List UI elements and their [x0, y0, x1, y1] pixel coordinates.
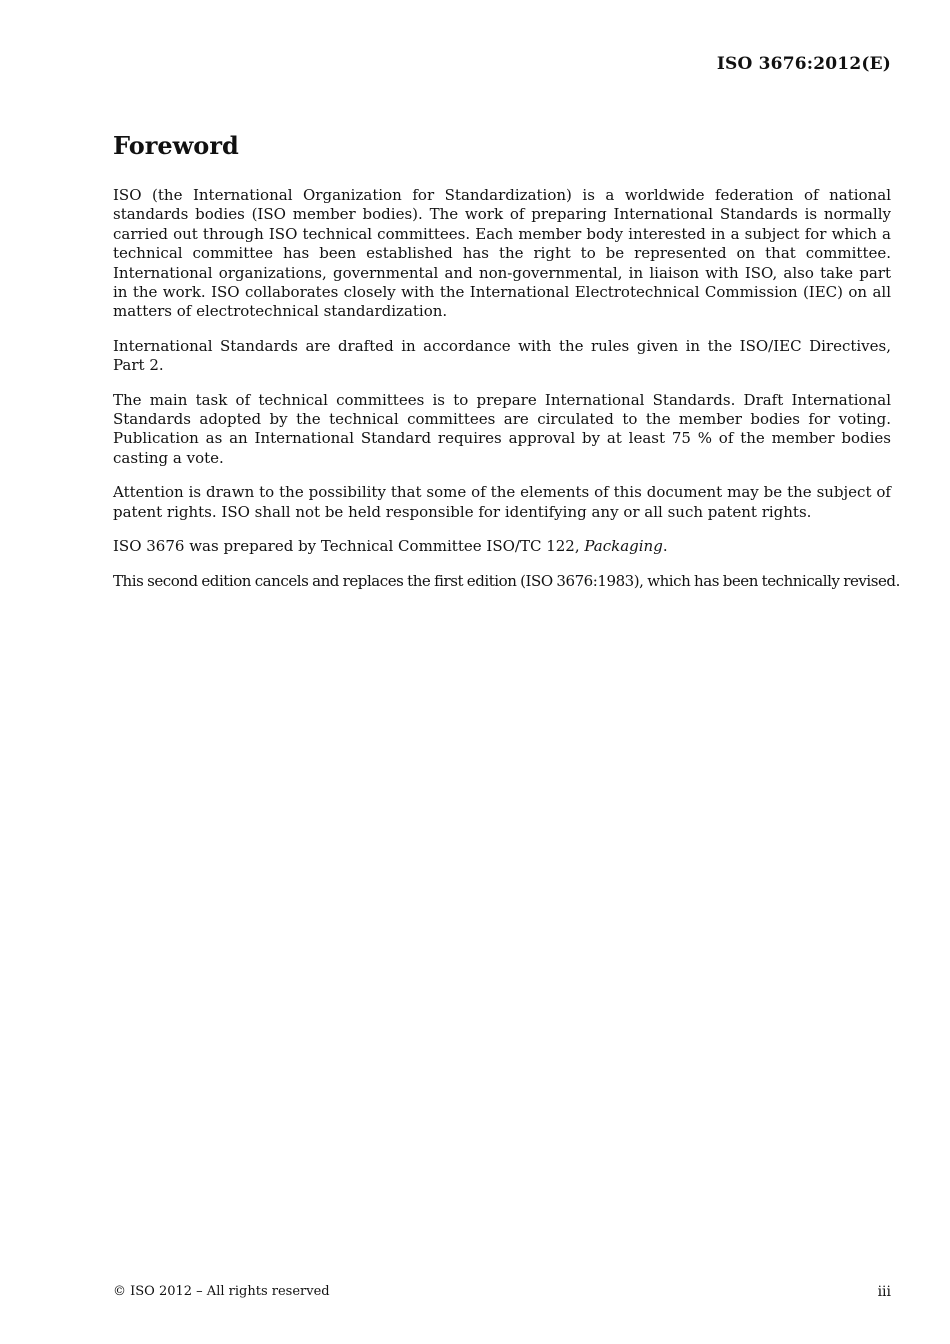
copyright-notice: © ISO 2012 – All rights reserved — [113, 1284, 330, 1299]
page-number: iii — [877, 1284, 891, 1300]
document-identifier: ISO 3676:2012(E) — [716, 54, 891, 74]
paragraph-directives: International Standards are drafted in accordance with the rules given in the ISO/IEC Directives, Part 2. — [113, 336, 891, 375]
paragraph-main-task: The main task of technical committees is to prepare International Standards. Draft International Standards adopted by the technical committees are circulated to the member bodies for voting. Publication as an International Standard requires approval by at least 75 % of the member bodies casting a vote. — [113, 390, 891, 467]
foreword-body — [113, 186, 900, 606]
paragraph-patent-rights: Attention is drawn to the possibility that some of the elements of this document may be the subject of patent rights. ISO shall not be held responsible for identifying any or all such patent rights. — [113, 483, 891, 521]
page-title: Foreword — [113, 131, 239, 160]
paragraph-edition: This second edition cancels and replaces the first edition (ISO 3676:1983), which has been technically revised. — [113, 571, 900, 590]
prepared-by-end: . — [662, 537, 668, 556]
committee-name: Packaging — [584, 537, 663, 556]
prepared-by-text: ISO 3676 was prepared by Technical Committee ISO/TC 122, — [113, 537, 585, 556]
paragraph-prepared-by — [113, 537, 891, 556]
paragraph-iso-description: ISO (the International Organization for Standardization) is a worldwide federation of national standards bodies (ISO member bodies). The work of preparing International Standards is normally carried out through ISO technical committees. Each member body interested in a subject for which a technical committee has been established has the right to be represented on that committee. International organizations, governmental and non-governmental, in liaison with ISO, also take part in the work. ISO collaborates closely with the International Electrotechnical Commission (IEC) on all matters of electrotechnical standardization. — [113, 186, 891, 321]
